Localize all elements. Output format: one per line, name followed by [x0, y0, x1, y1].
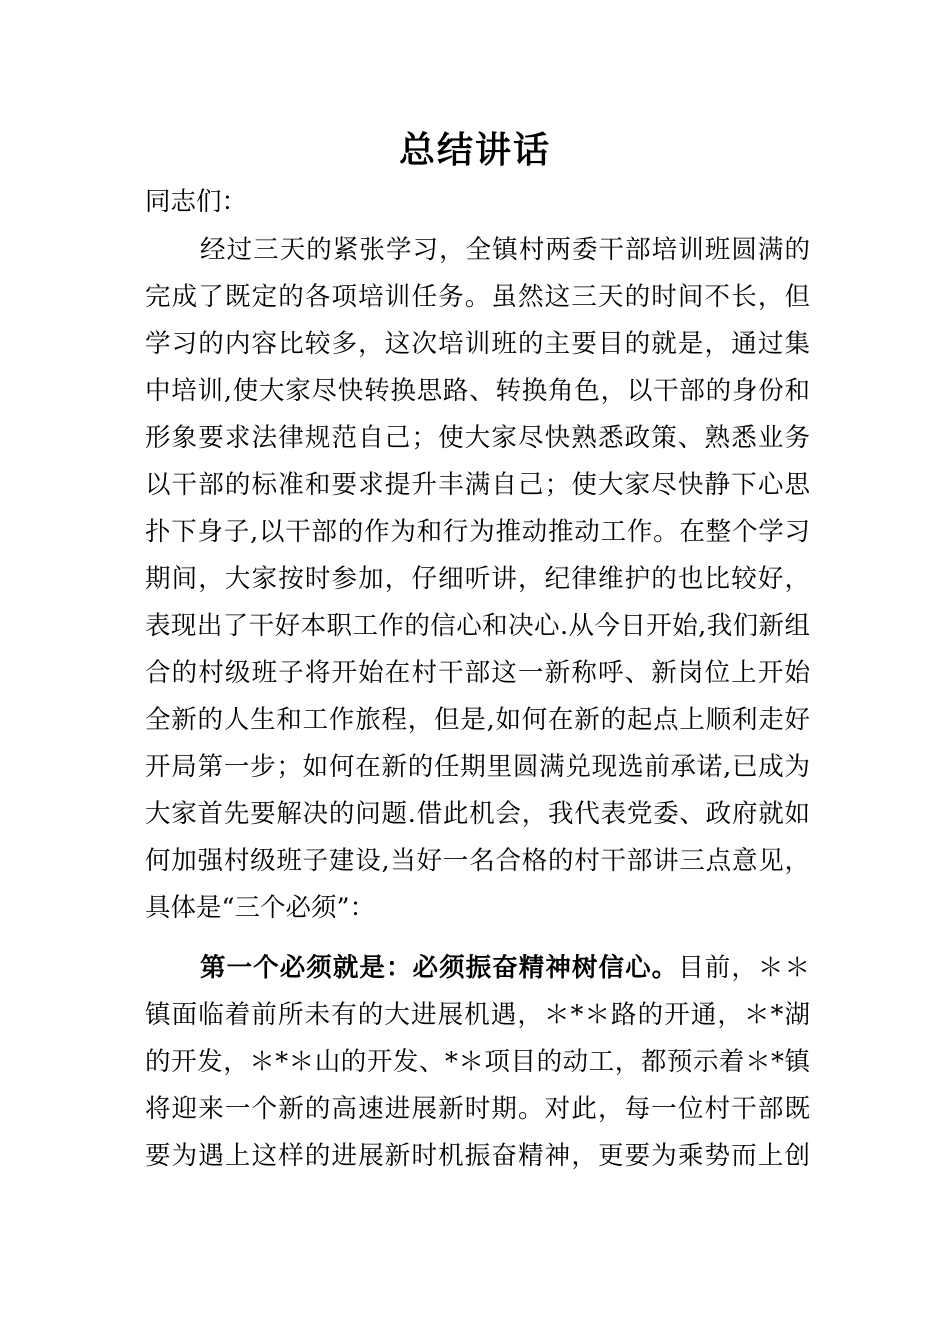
paragraph-line: 大家首先要解决的问题.借此机会，我代表党委、政府就如 [145, 799, 810, 829]
paragraph-line: 以干部的标准和要求提升丰满自己；使大家尽快静下心思 [145, 470, 810, 500]
paragraph-line: 完成了既定的各项培训任务。虽然这三天的时间不长，但 [145, 282, 810, 312]
paragraph-line: 要为遇上这样的进展新时机振奋精神，更要为乘势而上创 [145, 1141, 810, 1171]
paragraph-line: 经过三天的紧张学习，全镇村两委干部培训班圆满的 [200, 235, 810, 265]
paragraph-line: 的开发，＊*＊山的开发、*＊项目的动工，都预示着＊*镇 [145, 1047, 810, 1077]
section-1-first-tail: 目前，＊＊ [678, 953, 810, 983]
paragraph-line: 开局第一步；如何在新的任期里圆满兑现选前承诺,已成为 [145, 752, 810, 782]
paragraph-line: 期间，大家按时参加，仔细听讲，纪律维护的也比较好， [145, 564, 810, 594]
paragraph-line: 学习的内容比较多，这次培训班的主要目的就是，通过集 [145, 329, 810, 359]
section-1-first-line [200, 948, 810, 988]
paragraph-line: 全新的人生和工作旅程，但是,如何在新的起点上顺利走好 [145, 705, 810, 735]
paragraph-line: 镇面临着前所未有的大进展机遇，＊*＊路的开通，＊*湖 [145, 1000, 810, 1030]
paragraph-line: 表现出了干好本职工作的信心和决心.从今日开始,我们新组 [145, 611, 810, 641]
paragraph-line: 中培训,使大家尽快转换思路、转换角色，以干部的身份和 [145, 376, 810, 406]
document-title: 总结讲话 [398, 130, 551, 171]
paragraph-line: 将迎来一个新的高速进展新时期。对此，每一位村干部既 [145, 1094, 810, 1124]
paragraph-line: 形象要求法律规范自己；使大家尽快熟悉政策、熟悉业务 [145, 423, 810, 453]
paragraph-line: 扑下身子,以干部的作为和行为推动推动工作。在整个学习 [145, 517, 810, 547]
paragraph-line: 合的村级班子将开始在村干部这一新称呼、新岗位上开始 [145, 658, 810, 688]
paragraph-line: 何加强村级班子建设,当好一名合格的村干部讲三点意见， [145, 846, 810, 876]
paragraph-line: 具体是“三个必须”： [145, 893, 376, 923]
section-1-heading: 第一个必须就是：必须振奋精神树信心。 [200, 953, 679, 983]
salutation: 同志们： [145, 187, 248, 217]
